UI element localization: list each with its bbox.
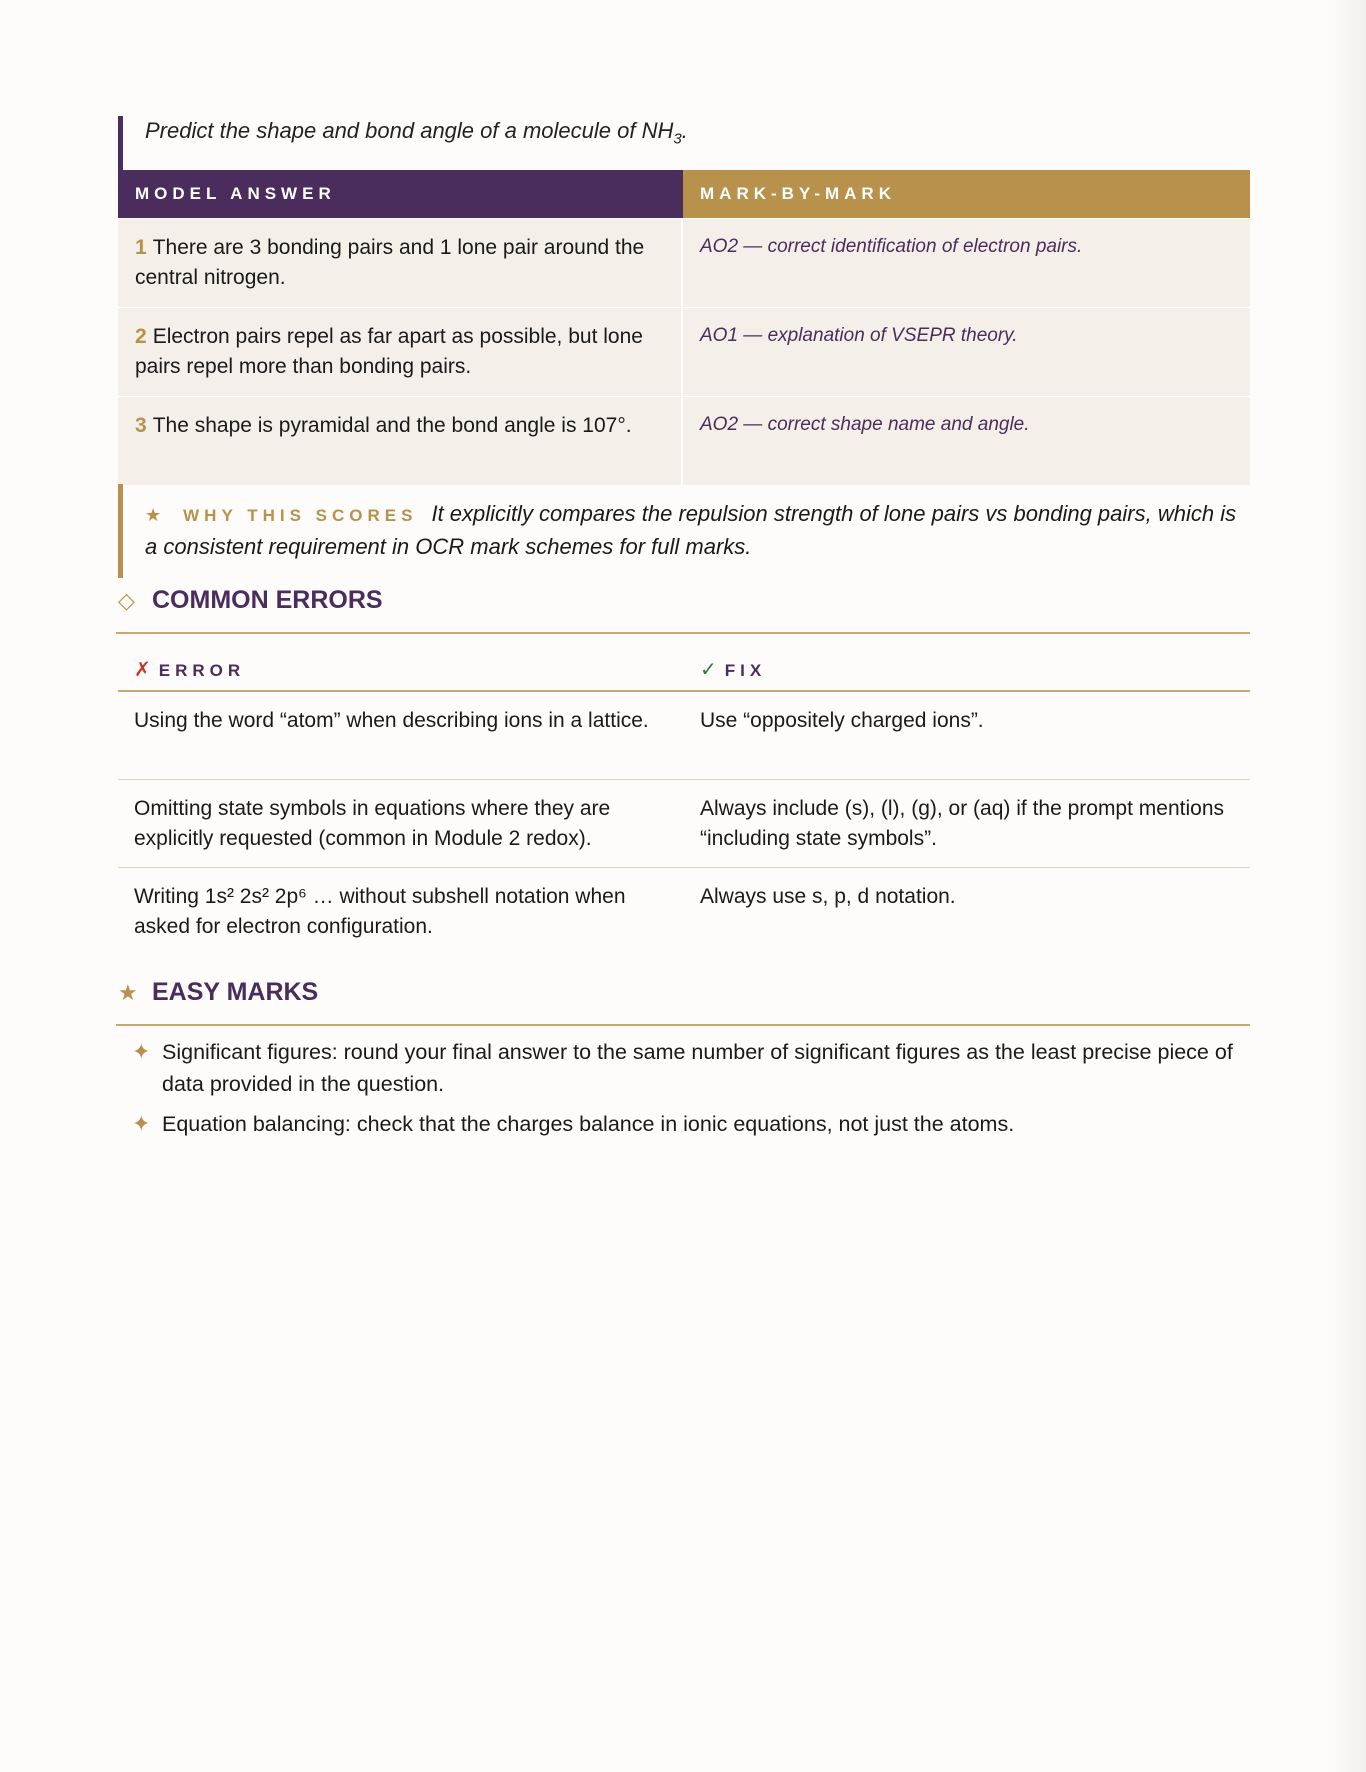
model-answer-row [118, 218, 1250, 307]
page-edge-shadow [1326, 0, 1366, 1772]
common-errors-header-row [118, 650, 1250, 692]
model-answer-header: MODEL ANSWER [118, 170, 683, 218]
fix-cell: Always include (s), (l), (g), or (aq) if the prompt mentions “including state symbols”. [700, 797, 1224, 850]
mark-cell: AO2 — correct shape name and angle. [700, 414, 1030, 435]
model-answer-table [118, 170, 1250, 485]
why-this-scores-label: WHY THIS SCORES [183, 506, 418, 525]
fix-cell: Always use s, p, d notation. [700, 885, 956, 908]
mark-cell: AO2 — correct identification of electron pairs. [700, 236, 1083, 257]
list-item: ✦ Equation balancing: check that the charges balance in ionic equations, not just the atoms. [132, 1108, 1242, 1140]
star-icon: ★ [118, 980, 138, 1005]
list-item: ✦ Significant figures: round your final answer to the same number of significant figures as the least precise piece of data provided in the question. [132, 1036, 1242, 1100]
answer-cell [118, 219, 683, 307]
sparkle-icon: ✦ [132, 1039, 151, 1064]
model-answer-header-row [118, 170, 1250, 218]
easy-marks-list [132, 1036, 1242, 1148]
error-cell: Omitting state symbols in equations where they are explicitly requested (common in Module 2 redox). [134, 797, 611, 850]
sparkle-icon: ✦ [132, 1111, 151, 1136]
fix-column-header: ✓ FIX [700, 659, 767, 681]
question-block [118, 116, 1255, 170]
answer-cell [118, 308, 683, 396]
error-row [118, 780, 1250, 868]
easy-marks-heading [116, 976, 1250, 1026]
answer-number: 2 [135, 325, 147, 348]
answer-number: 1 [135, 236, 147, 259]
check-icon: ✓ [700, 659, 717, 681]
error-row [118, 692, 1250, 780]
why-this-scores-callout [118, 484, 1250, 578]
section-title: EASY MARKS [152, 978, 319, 1006]
model-answer-row [118, 307, 1250, 396]
error-row [118, 868, 1250, 956]
answer-text: There are 3 bonding pairs and 1 lone pair around the central nitrogen. [135, 236, 645, 289]
question-text: Predict the shape and bond angle of a molecule of $NH_3$. [145, 118, 688, 148]
cross-icon: ✗ [134, 659, 151, 681]
answer-text: The shape is pyramidal and the bond angle is 107°. [152, 414, 632, 437]
answer-text: Electron pairs repel as far apart as possible, but lone pairs repel more than bonding pairs. [135, 325, 643, 378]
fix-cell: Use “oppositely charged ions”. [700, 709, 984, 732]
error-column-header: ✗ ERROR [134, 659, 246, 681]
answer-number: 3 [135, 414, 147, 437]
error-cell: Writing 1s² 2s² 2p⁶ … without subshell notation when asked for electron configuration. [134, 885, 626, 938]
diamond-icon: ◇ [118, 588, 135, 613]
error-cell: Using the word “atom” when describing ions in a lattice. [134, 709, 649, 732]
star-icon: ★ [145, 505, 162, 525]
mark-by-mark-header: MARK-BY-MARK [683, 170, 1250, 218]
why-this-scores-text: It explicitly compares the repulsion strength of lone pairs vs bonding pairs, which is a consistent requirement in OCR mark schemes for full marks. [145, 501, 1237, 559]
common-errors-table [118, 650, 1250, 956]
common-errors-heading [116, 584, 1250, 634]
model-answer-row [118, 396, 1250, 485]
answer-cell [118, 397, 683, 485]
mark-cell: AO1 — explanation of VSEPR theory. [700, 325, 1018, 346]
section-title: COMMON ERRORS [152, 586, 383, 614]
